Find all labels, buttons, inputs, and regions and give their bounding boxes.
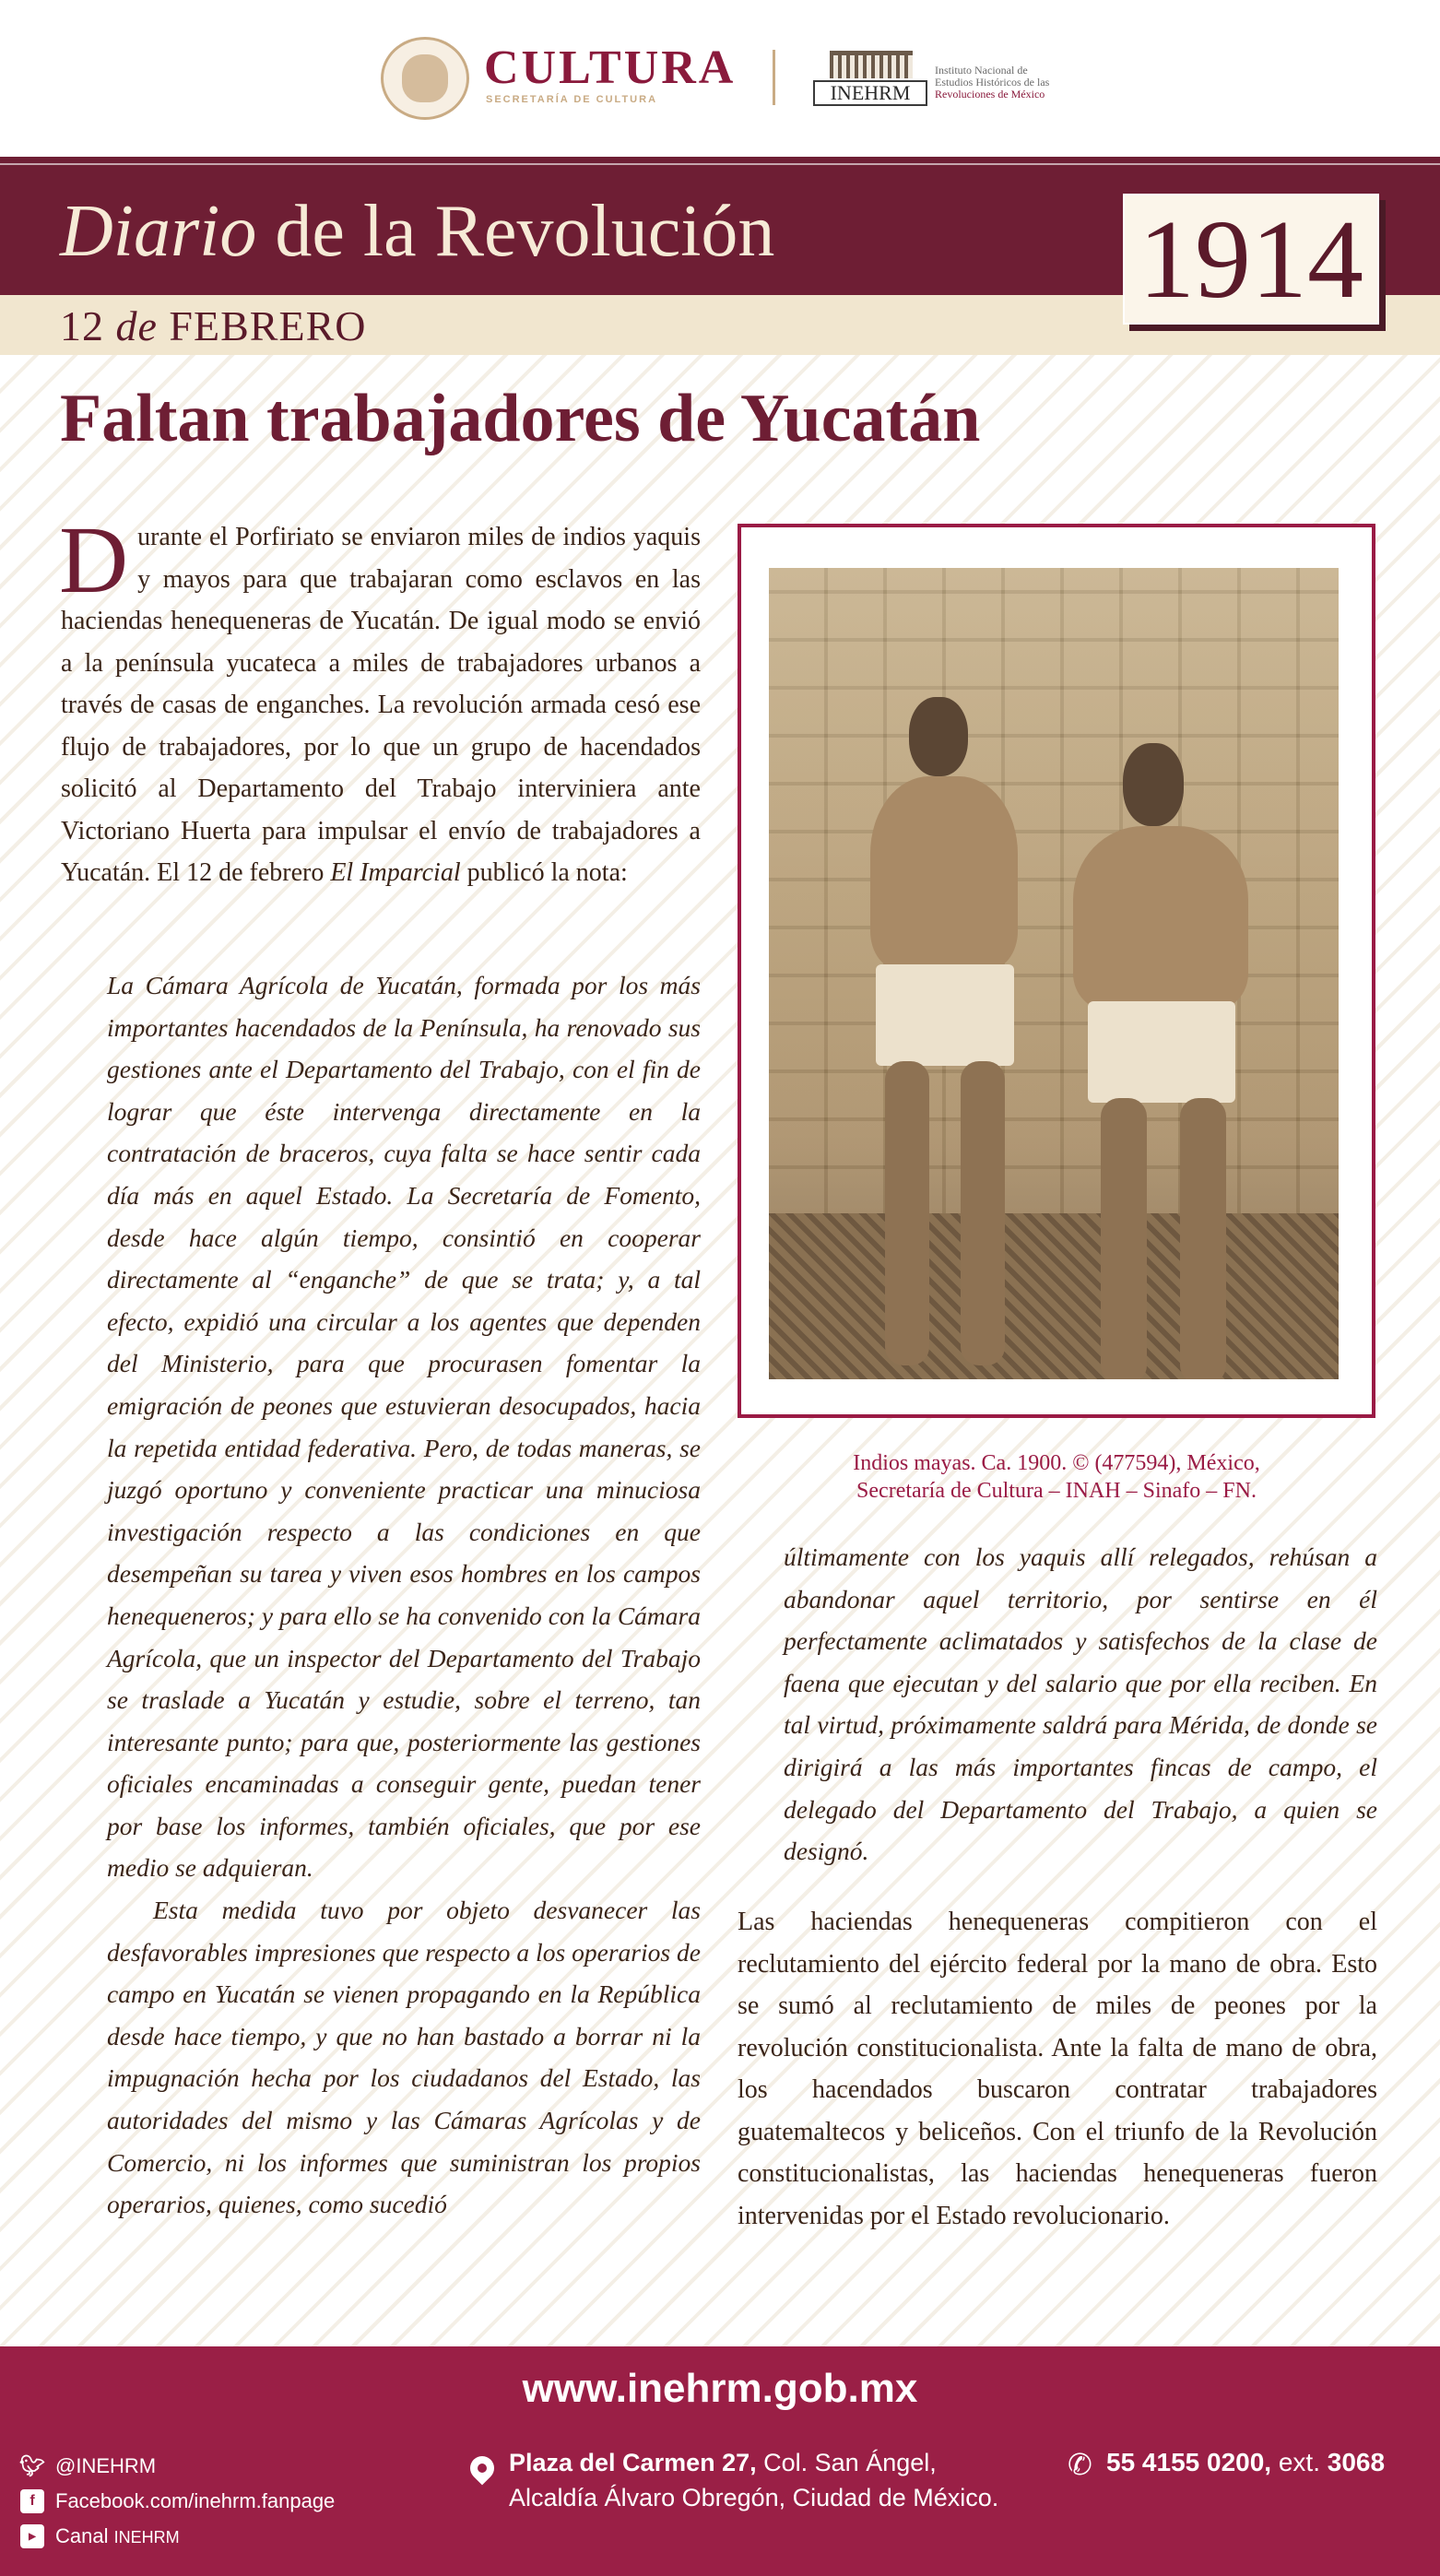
quote-paragraph-1: La Cámara Agrícola de Yucatán, formada por los más importantes hacendados de la Península, ha renovado sus gestiones ante el Departamento del Trabajo, con el fin de lograr que éste intervenga directamente en la contratación de braceros, cuya falta se hace sentir cada día más en aquel Estado. La Secretaría de Fomento, desde hace algún tiempo, consintió en cooperar directamente al “enganche” de que se trata; y, a tal efecto, expidió una circular a los agentes que dependen del Ministerio, para que procurasen fomentar la emigración de peones que estuvieran desocupados, hacia la repetida entidad federativa. Pero, de todas maneras, se juzgó oportuno y conveniente practicar una minuciosa investigación respecto a las condiciones en que desempeñan su tarea y viven esos hombres en los campos henequeneros; y para ello se ha convenido con la Cámara Agrícola, que un inspector del Departamento del Trabajo se traslade a Yucatán y estudie, sobre el terreno, tan interesante punto; para que, posteriormente las gestiones oficiales encaminadas a conseguir gente, puedan tener por base los informes, también oficiales, que por ese medio se adquieran. [107,971,701,1883]
masthead-title: Diario de la Revolución [60,191,775,272]
twitter-icon: 🐦︎ [19,2454,45,2477]
cultura-logo-subtitle: SECRETARÍA DE CULTURA [486,94,658,105]
mexico-seal-icon [381,37,469,120]
facebook-link[interactable]: f Facebook.com/inehrm.fanpage [20,2484,335,2519]
year-badge: 1914 [1123,194,1379,325]
phone-icon: ✆ [1068,2447,1092,2482]
historic-photo [769,568,1339,1379]
website-link[interactable]: www.inehrm.gob.mx [522,2366,918,2411]
cultura-logo-title: CULTURA [484,41,737,94]
address: Plaza del Carmen 27, Col. San Ángel, Alcaldía Álvaro Obregón, Ciudad de México. [509,2449,999,2511]
inehrm-logo-word: INEHRM [813,80,927,106]
twitter-link[interactable]: 🐦︎ @INEHRM [19,2454,157,2477]
logo-divider [773,50,775,105]
masthead-date: 12 de FEBRERO [60,302,367,349]
quotation-left [107,964,701,2226]
quotation-right [784,1536,1377,1873]
article-headline: Faltan trabajadores de Yucatán [60,381,981,456]
phone-number[interactable]: 55 4155 0200, ext. 3068 [1106,2448,1386,2476]
inehrm-building-icon [830,51,913,78]
newspaper-name: El Imparcial [330,858,461,887]
youtube-link[interactable]: ▶ Canal INEHRM [20,2519,335,2554]
quote-paragraph-3: últimamente con los yaquis allí relegados, rehúsan a abandonar aquel territorio, por sentirse en él perfectamente aclimatados y satisfechos de la clase de faena que ejecutan y del salario que por ella reciben. En tal virtud, próximamente saldrá para Mérida, de donde se dirigirá a las más importantes fincas de campo, el delegado del Departamento del Trabajo, a quien se designó. [784,1542,1377,1866]
social-links [20,2449,335,2554]
youtube-icon: ▶ [20,2524,44,2548]
facebook-icon: f [20,2489,44,2513]
drop-cap: D [59,507,129,613]
photo-caption: Indios mayas. Ca. 1900. © (477594), México, Secretaría de Cultura – INAH – Sinafo – FN. [853,1451,1260,1503]
closing-paragraph: Las haciendas henequeneras compitieron con el reclutamiento del ejército federal por la mano de obra. Esto se sumó al reclutamiento de miles de peones por la revolución constitucionalista. Ante la falta de mano de obra, los hacendados buscaron contratar trabajadores guatemaltecos y beliceños. Con el triunfo de la Revolución constitucionalistas, las haciendas henequeneras fueron intervenidas por el Estado revolucionario. [738,1908,1377,2230]
inehrm-logo [813,51,927,106]
inehrm-full-name: Instituto Nacional de Estudios Históricos de las Revoluciones de México [935,64,1050,100]
intro-paragraph: Durante el Porfiriato se enviaron miles de indios yaquis y mayos para que trabajaran como esclavos en las haciendas henequeneras de Yucatán. De igual modo se envió a la península yucateca a miles de trabajadores urbanos a través de casas de enganches. La revolución armada cesó ese flujo de trabajadores, por lo que un grupo de hacendados solicitó al Departamento del Trabajo interviniera ante Victoriano Huerta para impulsar el envío de trabajadores a Yucatán. El 12 de febrero El Imparcial publicó la nota: [59,507,701,887]
quote-paragraph-2: Esta medida tuvo por objeto desvanecer las desfavorables impresiones que respecto a los operarios de campo en Yucatán se vienen propagando en la República desde hace tiempo, y que no han bastado a borrar ni la impugnación hecha por los ciudadanos del Estado, las autoridades del mismo y las Cámaras Agrícolas y de Comercio, ni los informes que suministran los propios operarios, quienes, como sucedió [107,1896,701,2219]
